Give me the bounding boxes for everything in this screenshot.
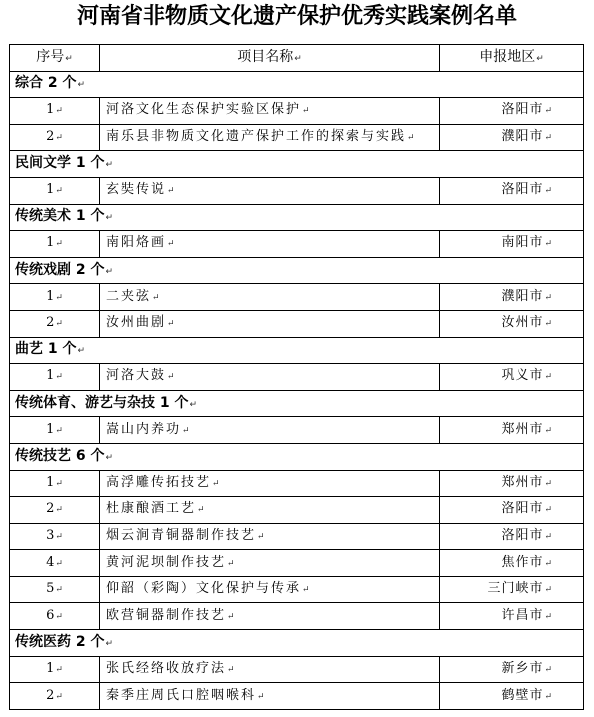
section-row xyxy=(10,630,584,657)
paragraph-mark: ↵ xyxy=(167,239,177,250)
paragraph-mark: ↵ xyxy=(55,106,63,117)
table-row xyxy=(10,124,584,151)
paragraph-mark: ↵ xyxy=(55,531,63,542)
row-project-name xyxy=(100,523,440,550)
row-region xyxy=(440,98,584,125)
paragraph-mark: ↵ xyxy=(189,399,198,410)
row-num-text: 1 xyxy=(46,102,55,118)
table-row xyxy=(10,470,584,497)
paragraph-mark: ↵ xyxy=(544,691,553,702)
table-row xyxy=(10,656,584,683)
paragraph-mark: ↵ xyxy=(197,505,207,516)
paragraph-mark: ↵ xyxy=(544,133,553,144)
paragraph-mark: ↵ xyxy=(302,585,312,596)
paragraph-mark: ↵ xyxy=(212,478,222,489)
paragraph-mark: ↵ xyxy=(55,292,63,303)
section-row xyxy=(10,257,584,284)
table-row xyxy=(10,310,584,337)
row-region-text: 濮阳市 xyxy=(501,288,544,304)
section-row xyxy=(10,390,584,417)
paragraph-mark: ↵ xyxy=(77,346,86,357)
row-region-text: 洛阳市 xyxy=(501,182,544,198)
table-row xyxy=(10,576,584,603)
row-project-name xyxy=(100,576,440,603)
row-project-name-text: 仰韶（彩陶）文化保护与传承 xyxy=(106,581,302,597)
row-region xyxy=(440,417,584,444)
row-num-text: 2 xyxy=(46,129,55,145)
row-project-name-text: 南阳烙画 xyxy=(106,235,167,251)
row-region-text: 汝州市 xyxy=(501,315,544,331)
row-num-text: 5 xyxy=(46,581,55,597)
row-num xyxy=(10,177,100,204)
row-region xyxy=(440,497,584,524)
paragraph-mark: ↵ xyxy=(182,425,192,436)
row-region xyxy=(440,550,584,577)
section-label xyxy=(10,443,584,470)
row-region xyxy=(440,683,584,710)
paragraph-mark: ↵ xyxy=(105,452,114,463)
section-label xyxy=(10,204,584,231)
paragraph-mark: ↵ xyxy=(407,133,417,144)
paragraph-mark: ↵ xyxy=(55,558,63,569)
row-project-name-text: 秦季庄周氏口腔咽喉科 xyxy=(106,687,257,703)
section-row xyxy=(10,443,584,470)
row-num-text: 2 xyxy=(46,315,55,331)
paragraph-mark: ↵ xyxy=(227,558,237,569)
row-project-name xyxy=(100,124,440,151)
section-label-text: 曲艺 1 个 xyxy=(15,341,77,358)
row-num xyxy=(10,231,100,258)
row-project-name xyxy=(100,364,440,391)
page-title: 河南省非物质文化遗产保护优秀实践案例名单 xyxy=(76,4,517,29)
row-region xyxy=(440,656,584,683)
row-project-name xyxy=(100,177,440,204)
paragraph-mark: ↵ xyxy=(257,531,267,542)
section-label xyxy=(10,71,584,98)
row-num-text: 1 xyxy=(46,182,55,198)
row-project-name xyxy=(100,310,440,337)
table-row xyxy=(10,284,584,311)
section-row xyxy=(10,151,584,178)
row-region xyxy=(440,523,584,550)
case-list-table xyxy=(9,44,584,710)
section-label-text: 传统戏剧 2 个 xyxy=(15,261,105,278)
paragraph-mark: ↵ xyxy=(167,319,177,330)
section-label xyxy=(10,390,584,417)
paragraph-mark: ↵ xyxy=(55,611,63,622)
row-region-text: 巩义市 xyxy=(501,368,544,384)
row-project-name-text: 杜康酿酒工艺 xyxy=(106,501,197,517)
row-region-text: 郑州市 xyxy=(501,421,544,437)
section-row xyxy=(10,337,584,364)
row-num xyxy=(10,523,100,550)
paragraph-mark: ↵ xyxy=(227,664,237,675)
paragraph-mark: ↵ xyxy=(105,266,114,277)
row-num xyxy=(10,310,100,337)
paragraph-mark: ↵ xyxy=(167,186,177,197)
row-num xyxy=(10,550,100,577)
row-num-text: 1 xyxy=(46,421,55,437)
row-project-name-text: 玄奘传说 xyxy=(106,182,167,198)
row-project-name xyxy=(100,683,440,710)
paragraph-mark: ↵ xyxy=(544,106,553,117)
section-row xyxy=(10,71,584,98)
paragraph-mark: ↵ xyxy=(55,425,63,436)
row-num-text: 2 xyxy=(46,687,55,703)
row-num-text: 1 xyxy=(46,660,55,676)
table-row xyxy=(10,683,584,710)
row-region-text: 南阳市 xyxy=(501,235,544,251)
row-region-text: 郑州市 xyxy=(501,474,544,490)
section-label-text: 传统技艺 6 个 xyxy=(15,447,105,464)
table-row xyxy=(10,177,584,204)
table-row xyxy=(10,550,584,577)
header-name: 项目名称↵ xyxy=(100,45,440,72)
row-region xyxy=(440,470,584,497)
row-region xyxy=(440,284,584,311)
row-num-text: 1 xyxy=(46,368,55,384)
table-row xyxy=(10,98,584,125)
row-num xyxy=(10,98,100,125)
row-project-name-text: 南乐县非物质文化遗产保护工作的探索与实践 xyxy=(106,129,407,145)
row-project-name-text: 烟云涧青铜器制作技艺 xyxy=(106,527,257,543)
paragraph-mark: ↵ xyxy=(544,372,553,383)
row-project-name xyxy=(100,98,440,125)
section-label-text: 传统美术 1 个 xyxy=(15,208,105,225)
paragraph-mark: ↵ xyxy=(544,664,553,675)
row-project-name-text: 河洛文化生态保护实验区保护 xyxy=(106,102,302,118)
row-num-text: 1 xyxy=(46,288,55,304)
table-row xyxy=(10,417,584,444)
row-project-name xyxy=(100,550,440,577)
row-num xyxy=(10,576,100,603)
section-label xyxy=(10,257,584,284)
row-num-text: 1 xyxy=(46,235,55,251)
table-row xyxy=(10,523,584,550)
row-region xyxy=(440,603,584,630)
section-label xyxy=(10,151,584,178)
row-num xyxy=(10,284,100,311)
row-project-name-text: 张氏经络收放疗法 xyxy=(106,660,227,676)
paragraph-mark: ↵ xyxy=(544,585,553,596)
row-region-text: 洛阳市 xyxy=(501,501,544,517)
row-num xyxy=(10,364,100,391)
row-project-name-text: 汝州曲剧 xyxy=(106,315,167,331)
row-num xyxy=(10,656,100,683)
paragraph-mark: ↵ xyxy=(544,531,553,542)
paragraph-mark: ↵ xyxy=(167,372,177,383)
paragraph-mark: ↵ xyxy=(55,319,63,330)
paragraph-mark: ↵ xyxy=(227,611,237,622)
header-region: 申报地区↵ xyxy=(440,45,584,72)
row-region-text: 鹤壁市 xyxy=(501,687,544,703)
row-num-text: 2 xyxy=(46,501,55,517)
paragraph-mark: ↵ xyxy=(55,186,63,197)
paragraph-mark: ↵ xyxy=(55,133,63,144)
row-project-name-text: 嵩山内养功 xyxy=(106,421,182,437)
table-row xyxy=(10,231,584,258)
row-num xyxy=(10,603,100,630)
table-row xyxy=(10,603,584,630)
row-project-name-text: 高浮雕传拓技艺 xyxy=(106,474,212,490)
row-project-name-text: 黄河泥坝制作技艺 xyxy=(106,554,227,570)
header-num: 序号↵ xyxy=(10,45,100,72)
section-label-text: 传统医药 2 个 xyxy=(15,633,105,650)
row-num-text: 1 xyxy=(46,474,55,490)
paragraph-mark: ↵ xyxy=(55,372,63,383)
paragraph-mark: ↵ xyxy=(55,691,63,702)
paragraph-mark: ↵ xyxy=(544,611,553,622)
row-project-name-text: 河洛大鼓 xyxy=(106,368,167,384)
section-label xyxy=(10,337,584,364)
paragraph-mark: ↵ xyxy=(55,478,63,489)
row-region xyxy=(440,310,584,337)
row-num xyxy=(10,497,100,524)
row-project-name xyxy=(100,417,440,444)
row-project-name xyxy=(100,656,440,683)
paragraph-mark: ↵ xyxy=(77,80,86,91)
section-label-text: 综合 2 个 xyxy=(15,75,77,92)
row-project-name xyxy=(100,603,440,630)
row-num-text: 3 xyxy=(46,527,55,543)
row-region-text: 濮阳市 xyxy=(501,129,544,145)
paragraph-mark: ↵ xyxy=(544,319,553,330)
paragraph-mark: ↵ xyxy=(105,213,114,224)
section-label-text: 传统体育、游艺与杂技 1 个 xyxy=(15,394,189,411)
row-region xyxy=(440,364,584,391)
row-project-name-text: 二夹弦 xyxy=(106,288,152,304)
paragraph-mark: ↵ xyxy=(55,664,63,675)
row-region-text: 焦作市 xyxy=(501,554,544,570)
row-region xyxy=(440,124,584,151)
table-header-row xyxy=(10,45,584,72)
row-project-name xyxy=(100,284,440,311)
paragraph-mark: ↵ xyxy=(105,160,114,171)
paragraph-mark: ↵ xyxy=(55,585,63,596)
table-row xyxy=(10,497,584,524)
row-region xyxy=(440,177,584,204)
paragraph-mark: ↵ xyxy=(152,292,162,303)
row-region-text: 三门峡市 xyxy=(487,581,544,597)
row-project-name-text: 欧营铜器制作技艺 xyxy=(106,607,227,623)
row-num xyxy=(10,417,100,444)
paragraph-mark: ↵ xyxy=(544,505,553,516)
row-region-text: 洛阳市 xyxy=(501,527,544,543)
section-row xyxy=(10,204,584,231)
row-region-text: 洛阳市 xyxy=(501,102,544,118)
row-region xyxy=(440,576,584,603)
paragraph-mark: ↵ xyxy=(302,106,312,117)
paragraph-mark: ↵ xyxy=(55,239,63,250)
row-project-name xyxy=(100,231,440,258)
row-region xyxy=(440,231,584,258)
row-project-name xyxy=(100,470,440,497)
paragraph-mark: ↵ xyxy=(544,425,553,436)
row-num xyxy=(10,124,100,151)
paragraph-mark: ↵ xyxy=(544,186,553,197)
section-label-text: 民间文学 1 个 xyxy=(15,155,105,172)
row-num-text: 4 xyxy=(46,554,55,570)
paragraph-mark: ↵ xyxy=(544,292,553,303)
paragraph-mark: ↵ xyxy=(544,239,553,250)
paragraph-mark: ↵ xyxy=(55,505,63,516)
row-region-text: 许昌市 xyxy=(501,607,544,623)
paragraph-mark: ↵ xyxy=(544,558,553,569)
row-num xyxy=(10,470,100,497)
row-region-text: 新乡市 xyxy=(501,660,544,676)
section-label xyxy=(10,630,584,657)
paragraph-mark: ↵ xyxy=(544,478,553,489)
row-num-text: 6 xyxy=(46,607,55,623)
paragraph-mark: ↵ xyxy=(105,638,114,649)
paragraph-mark: ↵ xyxy=(257,691,267,702)
table-row xyxy=(10,364,584,391)
row-num xyxy=(10,683,100,710)
row-project-name xyxy=(100,497,440,524)
